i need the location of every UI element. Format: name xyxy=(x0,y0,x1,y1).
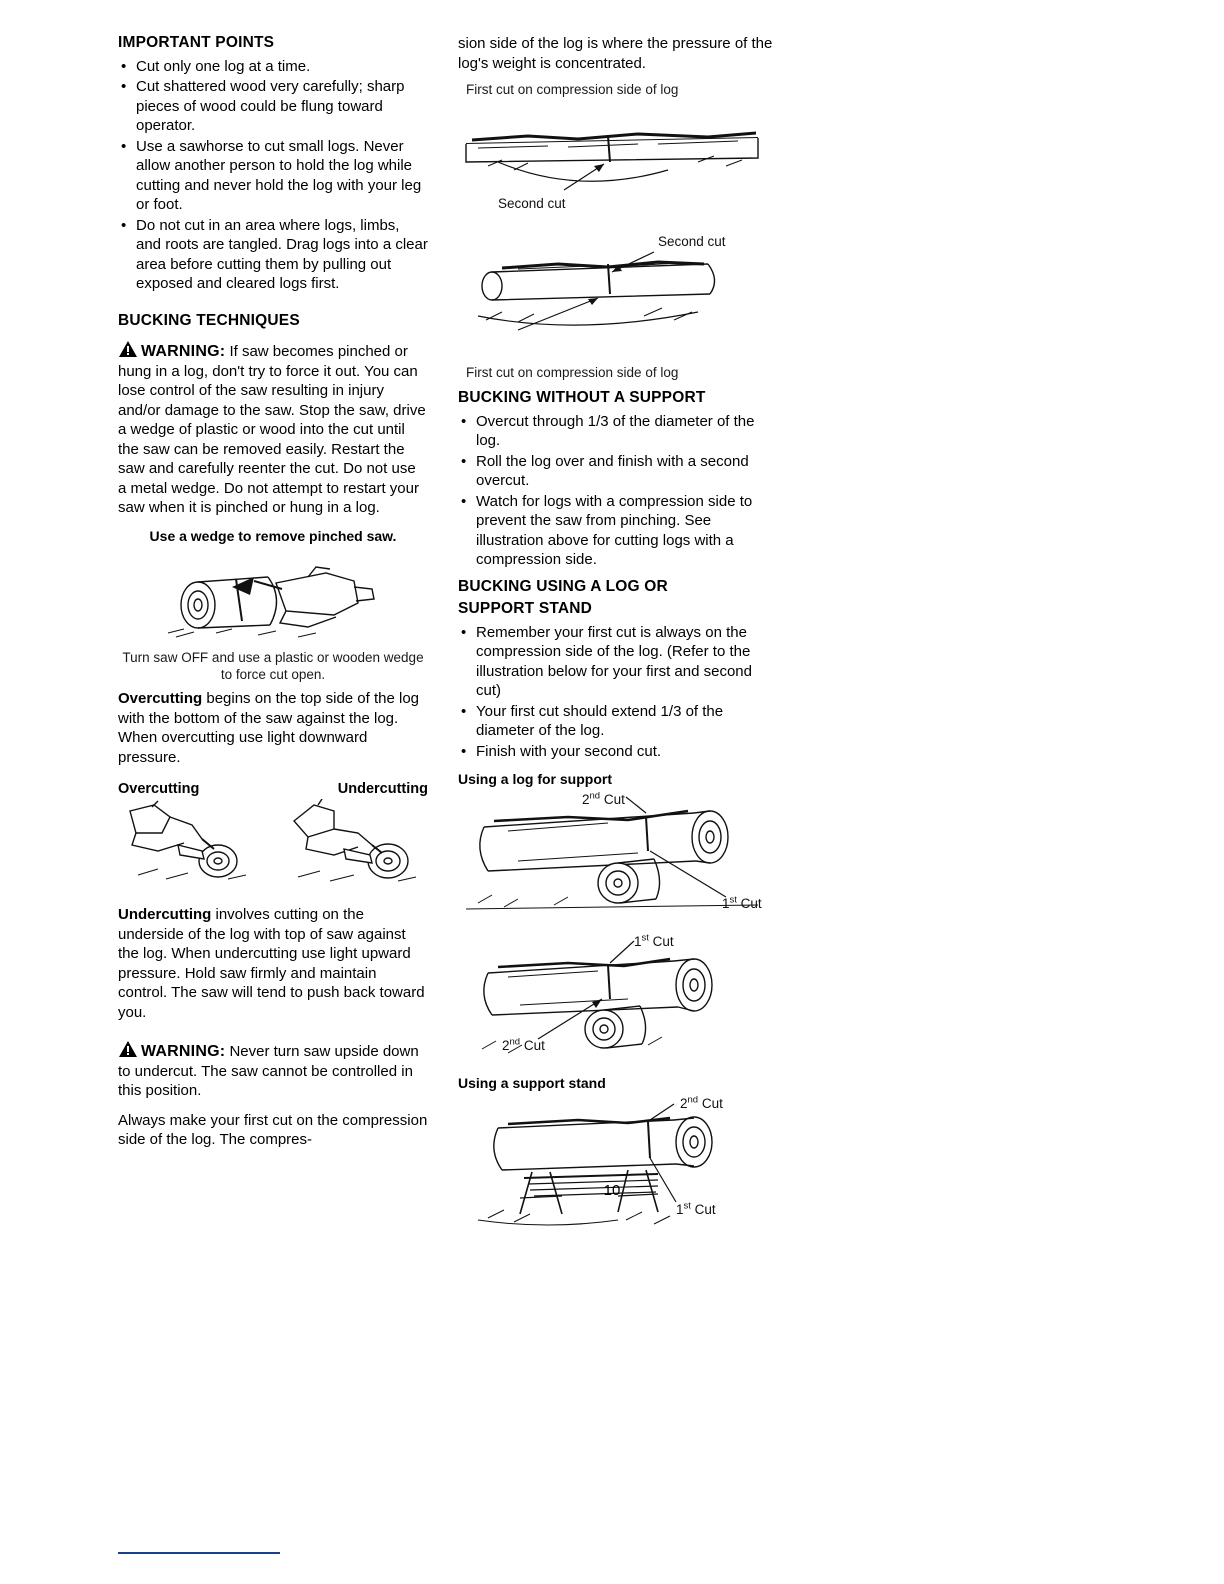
list-item: • Watch for logs with a compression side to prevent the saw from pinching. See illustration above for cutting logs with a compression side. xyxy=(458,492,778,570)
log-support-1st-cut-label: 1st Cut xyxy=(722,894,762,912)
figure-using-support-stand xyxy=(458,1094,778,1234)
continuation-paragraph: sion side of the log is where the pressure of the log's weight is concentrated. xyxy=(458,35,773,72)
warning-text: If saw becomes pinched or hung in a log, don't try to force it out. You can lose control of the saw resulting in injury and/or damage to the saw. Stop the saw, drive a wedge of plastic or wood into the cut until the saw can be removed easily. Restart the saw and carefully reenter the cut. Do not use a metal wedge. Do not attempt to restart your saw when it is pinched or hung in a log. xyxy=(118,343,426,517)
right-column xyxy=(458,34,778,1234)
heading-important-points: IMPORTANT POINTS xyxy=(118,34,275,51)
figure-using-log-for-support xyxy=(458,791,778,931)
figure1-second-cut-label: Second cut xyxy=(498,196,566,211)
overcutting-illustration-icon xyxy=(118,799,258,891)
undercutting-paragraph xyxy=(118,905,428,1022)
list-item: • Roll the log over and finish with a second overcut. xyxy=(458,452,778,491)
wedge-illustration-icon xyxy=(158,547,388,645)
closing-paragraph: Always make your first cut on the compression side of the log. The compres- xyxy=(118,1111,428,1149)
figure-compression-cut-1 xyxy=(458,100,778,220)
heading-bucking-without-support: BUCKING WITHOUT A SUPPORT xyxy=(458,389,706,406)
support-stand-1st-cut-label: 1st Cut xyxy=(676,1200,716,1217)
list-item: • Cut only one log at a time. xyxy=(118,57,428,77)
left-column xyxy=(118,34,428,1160)
page-number: 10 xyxy=(603,1182,621,1199)
undercutting-term: Undercutting xyxy=(118,906,212,924)
figure1-top-caption: First cut on compression side of log xyxy=(466,82,679,97)
bucking-without-support-list xyxy=(458,412,778,570)
cut-figures xyxy=(118,799,428,891)
heading-bucking-using-log-line1: BUCKING USING A LOG OR xyxy=(458,577,668,595)
warning-triangle-icon xyxy=(118,1040,138,1058)
important-points-list xyxy=(118,57,428,294)
log-support2-2nd-cut-label: 2nd Cut xyxy=(502,1036,545,1054)
label-undercutting: Undercutting xyxy=(337,781,428,798)
warning-block-pinched-saw xyxy=(118,340,428,518)
figure2-second-cut-label: Second cut xyxy=(658,234,726,249)
undercutting-illustration-icon xyxy=(278,799,428,891)
list-item: • Finish with your second cut. xyxy=(458,742,778,762)
wedge-figure-title: Use a wedge to remove pinched saw. xyxy=(149,527,397,544)
footer-rule xyxy=(118,1552,280,1554)
list-item: • Your first cut should extend 1/3 of the diameter of the log. xyxy=(458,702,778,741)
list-item: • Overcut through 1/3 of the diameter of the log. xyxy=(458,412,778,451)
undercutting-text: involves cutting on the underside of the log with top of saw against the log. When undercutting use light upward pressure. Hold saw firmly and maintain control. The saw will tend to push back toward you. xyxy=(118,906,425,1021)
figure-using-log-for-support-2 xyxy=(458,933,778,1069)
warning-block-upside-down xyxy=(118,1040,428,1101)
log-support-2nd-cut-label: 2nd Cut xyxy=(582,790,625,808)
log-support-figure-title: Using a log for support xyxy=(458,771,612,788)
heading-bucking-using-log-line2: SUPPORT STAND xyxy=(458,600,593,618)
overcutting-paragraph xyxy=(118,689,428,767)
support-stand-2nd-cut-label: 2nd Cut xyxy=(680,1094,723,1111)
support-stand-figure-title: Using a support stand xyxy=(458,1074,606,1091)
log-support2-1st-cut-label: 1st Cut xyxy=(634,932,674,950)
wedge-figure xyxy=(118,547,428,645)
figure2-bottom-caption: First cut on compression side of log xyxy=(466,365,679,380)
overcutting-term: Overcutting xyxy=(118,690,203,708)
list-item: • Remember your first cut is always on the compression side of the log. (Refer to the illustration below for your first and second cut) xyxy=(458,623,778,701)
overcutting-text: begins on the top side of the log with the bottom of the saw against the log. When overcutting use light downward pressure. xyxy=(118,690,420,766)
support-stand-illustration-icon xyxy=(458,1094,778,1230)
list-item: • Do not cut in an area where logs, limbs, and roots are tangled. Drag logs into a clear area before cutting them by pulling out exposed and cleared logs first. xyxy=(118,216,428,294)
list-item: • Use a sawhorse to cut small logs. Never allow another person to hold the log while cutting and never hold the log with your leg or foot. xyxy=(118,137,428,215)
warning-label: WARNING: xyxy=(141,1043,226,1061)
warning-label: WARNING: xyxy=(141,343,226,361)
bucking-using-log-list xyxy=(458,623,778,762)
heading-bucking-techniques: BUCKING TECHNIQUES xyxy=(118,311,300,329)
list-item: • Cut shattered wood very carefully; sharp pieces of wood could be flung toward operator. xyxy=(118,77,428,136)
wedge-figure-caption: Turn saw OFF and use a plastic or wooden wedge to force cut open. xyxy=(122,650,424,683)
label-overcutting: Overcutting xyxy=(118,781,200,798)
figure-compression-cut-2 xyxy=(458,224,778,364)
cut-figure-labels xyxy=(118,781,428,797)
log-second-cut-illustration-icon xyxy=(458,224,778,354)
warning-triangle-icon xyxy=(118,340,138,358)
warning-text: Never turn saw upside down to undercut. The saw cannot be controlled in this position. xyxy=(118,1043,419,1100)
